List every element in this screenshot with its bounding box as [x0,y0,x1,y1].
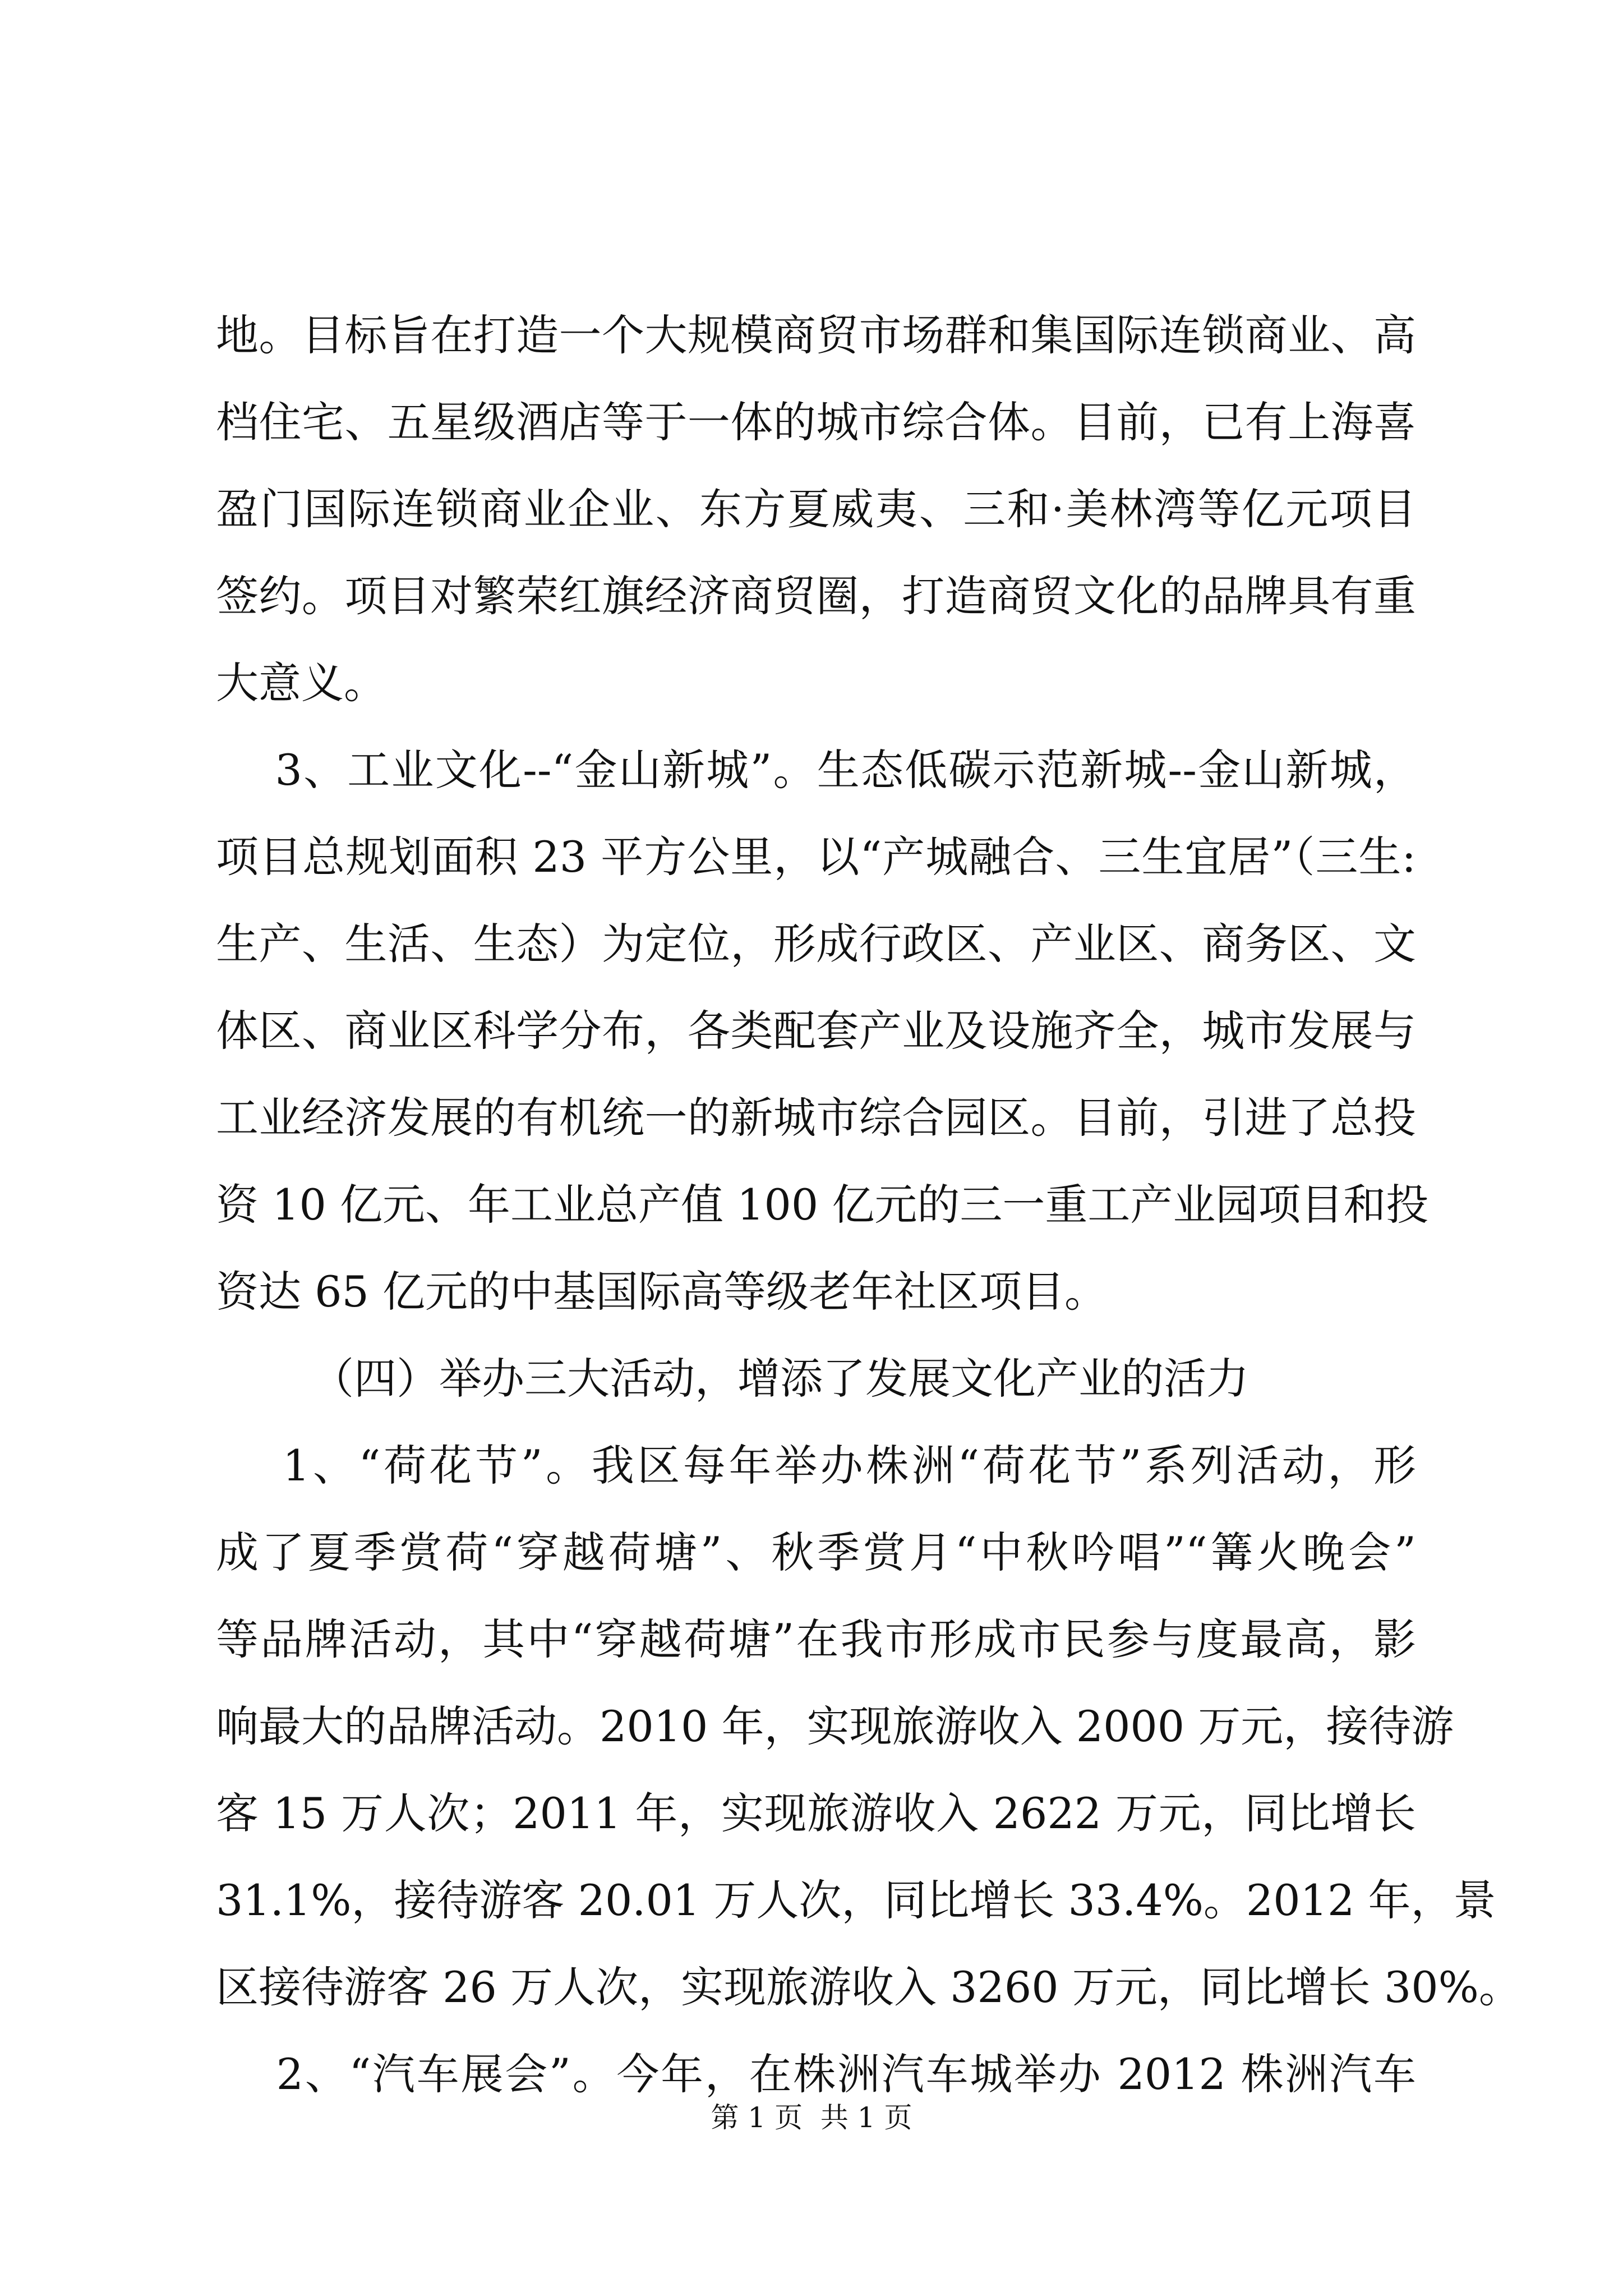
text-line: 项目总规划面积 23 平方公里，以“产城融合、三生宜居”（三生: [216,832,1416,882]
text-line: 体区、商业区科学分布，各类配套产业及设施齐全，城市发展与 [216,1006,1416,1056]
text-line: 区接待游客 26 万人次，实现旅游收入 3260 万元，同比增长 30%。 [216,1962,1521,2012]
text-line: 客 15 万人次；2011 年，实现旅游收入 2622 万元，同比增长 [216,1788,1416,1838]
text-line: 资 10 亿元、年工业总产值 100 亿元的三一重工产业园项目和投 [216,1180,1429,1230]
page-footer: 第 1 页 共 1 页 [711,2101,912,2134]
text-line: 大意义。 [216,658,386,708]
text-line: 等品牌活动，其中“穿越荷塘”在我市形成市民参与度最高，影 [216,1614,1416,1664]
text-line: 2、“汽车展会”。今年，在株洲汽车城举办 2012 株洲汽车 [216,2049,1416,2099]
text-line: 31.1%，接待游客 20.01 万人次，同比增长 33.4%。2012 年，景 [216,1875,1496,1925]
document-body [216,292,1521,2118]
text-line: 资达 65 亿元的中基国际高等级老年社区项目。 [216,1267,1108,1317]
text-line: 工业经济发展的有机统一的新城市综合园区。目前，引进了总投 [216,1093,1416,1143]
text-line: 签约。项目对繁荣红旗经济商贸圈，打造商贸文化的品牌具有重 [216,571,1416,621]
text-line: 成了夏季赏荷“穿越荷塘”、秋季赏月“中秋吟唱”“篝火晚会” [216,1527,1416,1577]
text-line: 档住宅、五星级酒店等于一体的城市综合体。目前，已有上海喜 [216,397,1416,447]
section-heading: （四）举办三大活动，增添了发展文化产业的活力 [311,1354,1249,1404]
text-line: 地。目标旨在打造一个大规模商贸市场群和集国际连锁商业、高 [216,310,1416,360]
text-line: 3、工业文化--“金山新城”。生态低碳示范新城--金山新城， [216,745,1416,795]
text-line: 生产、生活、生态）为定位，形成行政区、产业区、商务区、文 [216,919,1416,969]
text-line: 响最大的品牌活动。2010 年，实现旅游收入 2000 万元，接待游 [216,1701,1454,1751]
text-line: 盈门国际连锁商业企业、东方夏威夷、三和·美林湾等亿元项目 [216,484,1416,534]
text-line: 1、“荷花节”。我区每年举办株洲“荷花节”系列活动，形 [216,1441,1416,1490]
